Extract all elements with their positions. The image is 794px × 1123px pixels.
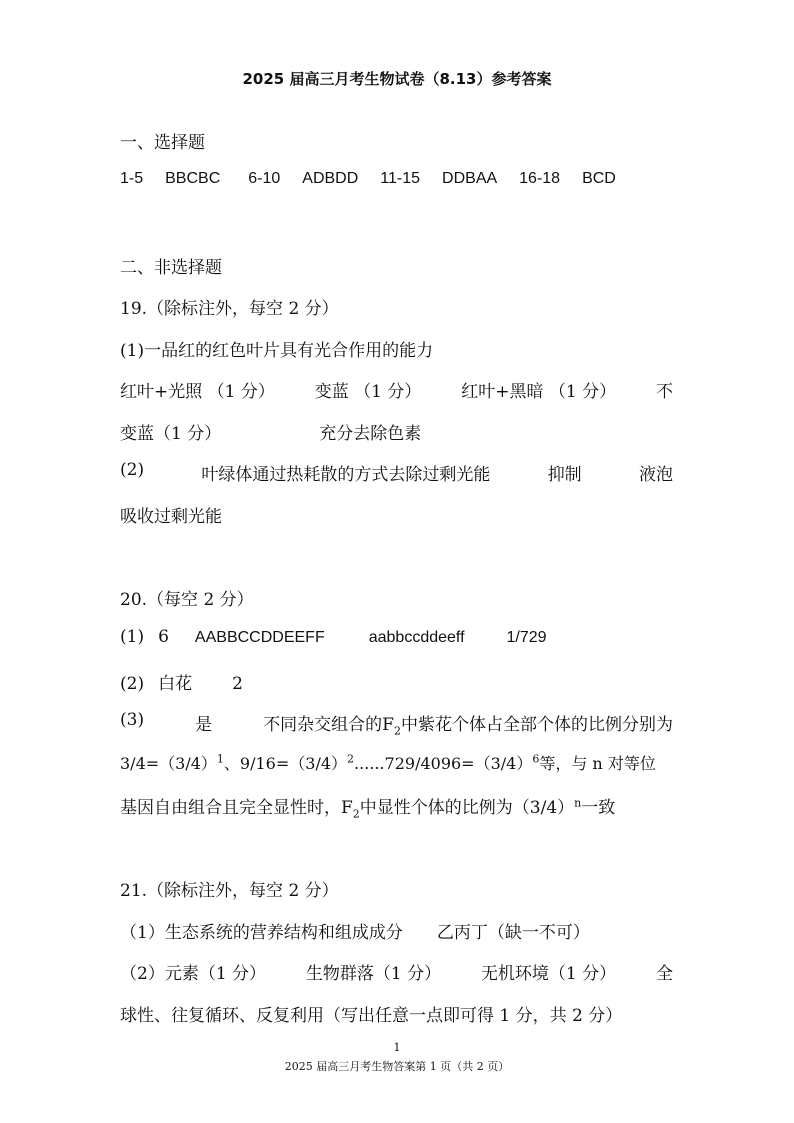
q20-line4 <box>120 751 656 774</box>
q20-text: 中显性个体的比例为（3/4） <box>359 798 575 818</box>
page-title: 2025 届高三月考生物试卷（8.13）参考答案 <box>242 70 552 88</box>
q19-blank: 变蓝 （1 分） <box>314 382 422 402</box>
q20-text: 一致 <box>581 798 616 818</box>
q21-blank: （2）元素（1 分） <box>120 964 267 984</box>
q20-part-number: (2) <box>120 674 145 694</box>
q20-blank: AABBCCDDEEFF <box>194 629 325 646</box>
mc-range: 6-10 <box>248 170 281 187</box>
q21-line2 <box>120 959 673 984</box>
q20-superscript: 6 <box>532 752 540 766</box>
q21-line1 <box>120 918 590 943</box>
q21-header: 21.（除标注外，每空 2 分） <box>120 881 339 901</box>
q20-blank: 2 <box>232 674 243 694</box>
q19-line3 <box>120 419 421 444</box>
q19-line2 <box>120 377 673 402</box>
q20-superscript: 2 <box>347 752 355 766</box>
q19-blank: 叶绿体通过热耗散的方式去除过剩光能 <box>201 465 491 485</box>
q20-line5 <box>120 793 615 820</box>
q20-subscript: 2 <box>393 724 401 738</box>
section2-heading: 二、非选择题 <box>120 258 222 278</box>
q21-blank: 无机环境（1 分） <box>480 964 617 984</box>
q20-text: 3/4=（3/4） <box>120 754 217 773</box>
q20-superscript: 1 <box>216 752 224 766</box>
q20-line1 <box>120 627 547 647</box>
q19-line5: 吸收过剩光能 <box>120 507 222 527</box>
section1-heading: 一、选择题 <box>120 133 205 153</box>
q20-text: 中紫花个体占全部个体的比例分别为 <box>400 715 673 735</box>
q20-part-number: (1) <box>120 627 145 647</box>
mc-answer: BCD <box>582 170 616 187</box>
q19-header: 19.（除标注外，每空 2 分） <box>120 299 339 319</box>
q19-part-number: (2) <box>120 460 145 480</box>
q20-subscript: 2 <box>352 807 360 821</box>
q21-blank: 全 <box>656 964 673 984</box>
q19-line1: (1)一品红的红色叶片具有光合作用的能力 <box>120 341 434 361</box>
q20-blank: aabbccddeeff <box>368 629 465 646</box>
page-number: 1 <box>393 1041 401 1054</box>
mc-answer: DDBAA <box>442 170 498 187</box>
mc-answer: ADBDD <box>302 170 359 187</box>
q20-blank: 是 <box>195 715 213 735</box>
q19-blank: 不 <box>656 382 673 402</box>
q21-blank: 乙丙丁（缺一不可） <box>436 923 590 943</box>
q20-text: 等，与 n 对等位 <box>539 754 656 773</box>
mc-range: 1-5 <box>120 170 144 187</box>
q20-header: 20.（每空 2 分） <box>120 590 254 610</box>
q20-line3 <box>120 710 673 737</box>
q20-explanation <box>263 710 673 737</box>
q20-part-number: (3) <box>120 710 145 730</box>
q20-line2 <box>120 669 243 694</box>
q19-blank: 充分去除色素 <box>319 424 422 444</box>
q20-blank: 6 <box>158 627 169 647</box>
q21-blank: 生物群落（1 分） <box>305 964 442 984</box>
q19-blank: 抑制 <box>547 465 582 485</box>
q21-blank: （1）生态系统的营养结构和组成成分 <box>120 923 403 943</box>
q20-blank: 1/729 <box>506 629 547 646</box>
q20-text: ......729/4096=（3/4） <box>354 754 533 773</box>
q19-line4 <box>120 460 673 485</box>
q20-text: 基因自由组合且完全显性时，F <box>120 798 353 818</box>
q19-blank: 变蓝（1 分） <box>120 424 222 444</box>
q21-line3: 球性、往复循环、反复利用（写出任意一点即可得 1 分，共 2 分） <box>120 1006 623 1026</box>
mc-answer: BBCBC <box>165 170 221 187</box>
q20-text: 、9/16=（3/4） <box>223 754 348 773</box>
q19-blank: 液泡 <box>638 465 673 485</box>
page-footer: 2025 届高三月考生物答案第 1 页（共 2 页） <box>284 1060 510 1073</box>
mc-range: 11-15 <box>380 170 421 187</box>
mc-range: 16-18 <box>519 170 561 187</box>
q20-text: 不同杂交组合的F <box>263 715 394 735</box>
mc-answers-row <box>120 170 616 188</box>
q20-superscript: n <box>574 796 582 810</box>
q19-blank: 红叶+光照 （1 分） <box>120 382 275 402</box>
q20-blank: 白花 <box>158 674 193 694</box>
q19-blank: 红叶+黑暗 （1 分） <box>461 382 617 402</box>
